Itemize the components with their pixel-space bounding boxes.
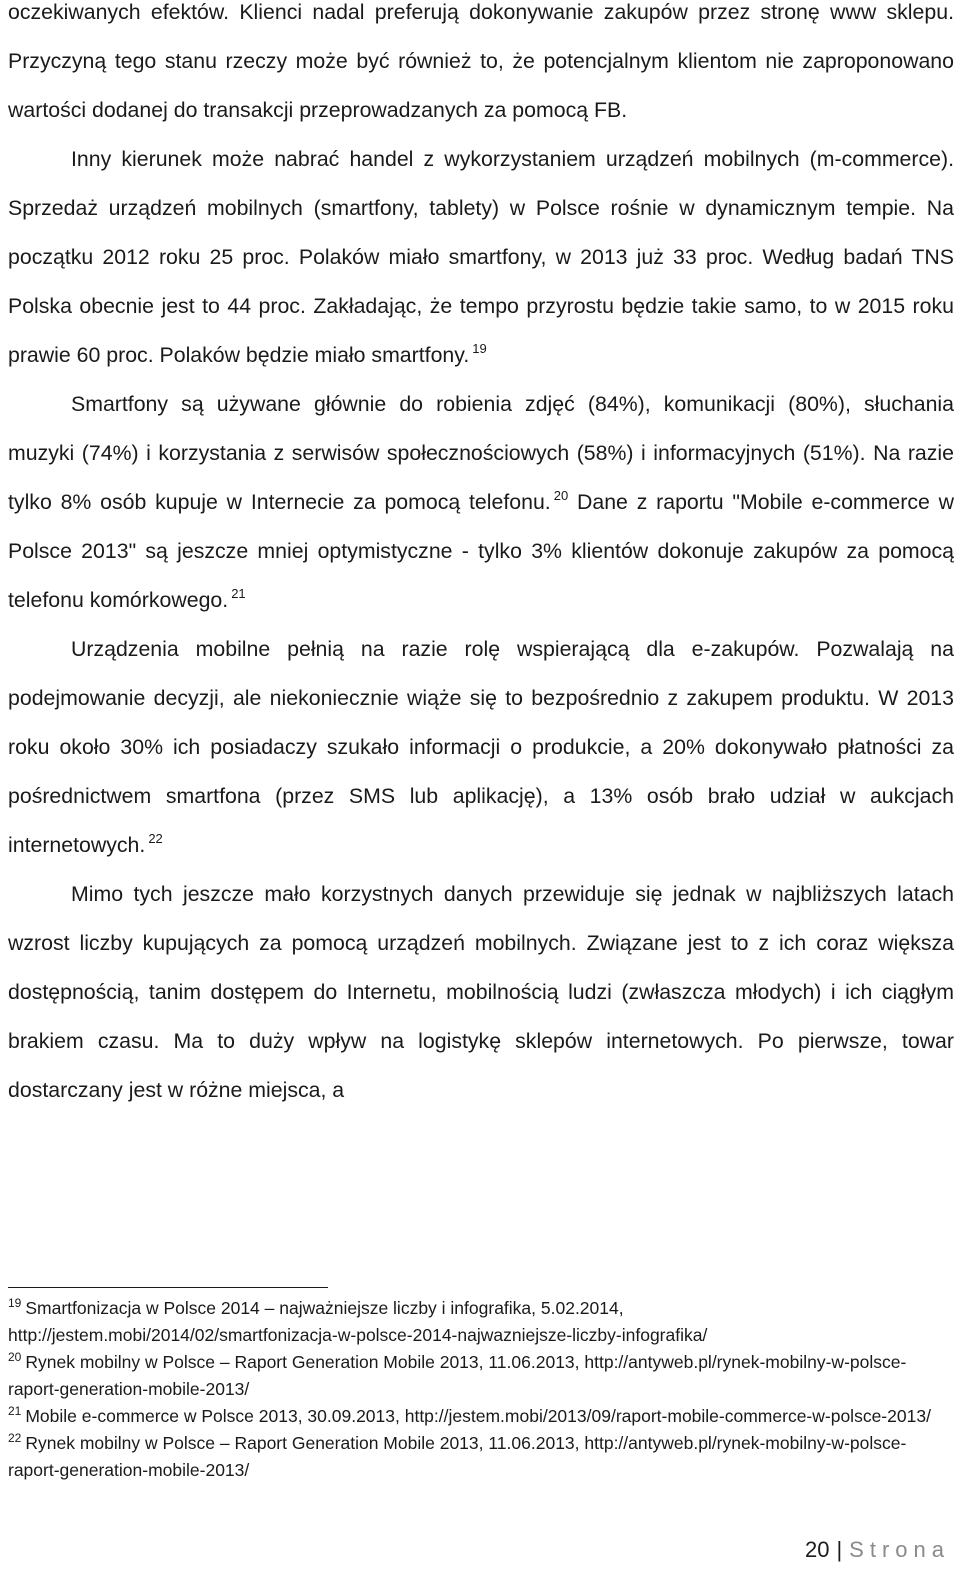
paragraph-text: Inny kierunek może nabrać handel z wykorzystaniem urządzeń mobilnych (m-commerce). Sprzedaż urządzeń mobilnych (smartfony, tablety) w Polsce rośnie w dynamicznym tempie. Na początku 2012 roku 25 proc. Polaków miało smartfony, w 2013 już 33 proc. Według badań TNS Polska obecnie jest to 44 proc. Zakładając, że tempo przyrostu będzie takie samo, to w 2015 roku prawie 60 proc. Polaków będzie miało smartfony. bbox=[8, 147, 954, 367]
footnote-number: 21 bbox=[8, 1404, 22, 1418]
footnote-number: 20 bbox=[8, 1350, 22, 1364]
footnotes bbox=[8, 1295, 954, 1484]
footnote-reference[interactable]: 20 bbox=[553, 488, 569, 503]
footnote bbox=[8, 1295, 954, 1349]
footnote-text: Rynek mobilny w Polsce – Raport Generation Mobile 2013, 11.06.2013, http://antyweb.pl/rynek-mobilny-w-polsce-raport-generation-mobile-2013/ bbox=[8, 1352, 907, 1399]
footnote-text: Smartfonizacja w Polsce 2014 – najważniejsze liczby i infografika, 5.02.2014, http://jestem.mobi/2014/02/smartfonizacja-w-polsce-2014-najwazniejsze-liczby-infografika/ bbox=[8, 1298, 708, 1345]
footnote bbox=[8, 1430, 954, 1484]
paragraph bbox=[8, 135, 954, 380]
footnote-separator bbox=[8, 1287, 328, 1288]
document-body bbox=[8, 0, 954, 1115]
paragraph bbox=[8, 870, 954, 1115]
paragraph-text: Smartfony są używane głównie do robienia zdjęć (84%), komunikacji (80%), słuchania muzyki (74%) i korzystania z serwisów społecznościowych (58%) i informacyjnych (51%). Na razie tylko 8% osób kupuje w Internecie za pomocą telefonu. bbox=[8, 392, 954, 514]
footer-separator: | bbox=[836, 1537, 843, 1562]
footnote bbox=[8, 1349, 954, 1403]
footnote-text: Rynek mobilny w Polsce – Raport Generation Mobile 2013, 11.06.2013, http://antyweb.pl/rynek-mobilny-w-polsce-raport-generation-mobile-2013/ bbox=[8, 1433, 907, 1480]
paragraph-text: Dane z raportu "Mobile e-commerce w Polsce 2013" są jeszcze mniej optymistyczne - tylko 3% klientów dokonuje zakupów za pomocą telefonu komórkowego. bbox=[8, 490, 954, 612]
page-number: 20 bbox=[804, 1537, 830, 1562]
paragraph bbox=[8, 380, 954, 625]
footnote-reference[interactable]: 22 bbox=[148, 831, 163, 846]
page-label: Strona bbox=[849, 1537, 950, 1562]
paragraph-text: Urządzenia mobilne pełnią na razie rolę wspierającą dla e-zakupów. Pozwalają na podejmowanie decyzji, ale niekoniecznie wiąże się to bezpośrednio z zakupem produktu. W 2013 roku około 30% ich posiadaczy szukało informacji o produkcie, a 20% dokonywało płatności za pośrednictwem smartfona (przez SMS lub aplikację), a 13% osób brało udział w aukcjach internetowych. bbox=[8, 637, 954, 857]
footnote-reference[interactable]: 19 bbox=[472, 341, 487, 356]
footnote-number: 22 bbox=[8, 1431, 22, 1445]
paragraph bbox=[8, 0, 954, 135]
footnote bbox=[8, 1403, 954, 1430]
paragraph-text: oczekiwanych efektów. Klienci nadal preferują dokonywanie zakupów przez stronę www sklepu. Przyczyną tego stanu rzeczy może być również to, że potencjalnym klientom nie zaproponowano wartości dodanej do transakcji przeprowadzanych za pomocą FB. bbox=[8, 0, 954, 122]
footnote-text: Mobile e-commerce w Polsce 2013, 30.09.2013, http://jestem.mobi/2013/09/raport-mobile-commerce-w-polsce-2013/ bbox=[25, 1406, 931, 1426]
footnote-number: 19 bbox=[8, 1296, 22, 1310]
paragraph-text: Mimo tych jeszcze mało korzystnych danych przewiduje się jednak w najbliższych latach wzrost liczby kupujących za pomocą urządzeń mobilnych. Związane jest to z ich coraz większa dostępnością, tanim dostępem do Internetu, mobilnością ludzi (zwłaszcza młodych) i ich ciągłym brakiem czasu. Ma to duży wpływ na logistykę sklepów internetowych. Po pierwsze, towar dostarczany jest w różne miejsca, a bbox=[8, 882, 954, 1102]
page-footer bbox=[805, 1535, 950, 1565]
paragraph bbox=[8, 625, 954, 870]
footnote-reference[interactable]: 21 bbox=[231, 586, 246, 601]
